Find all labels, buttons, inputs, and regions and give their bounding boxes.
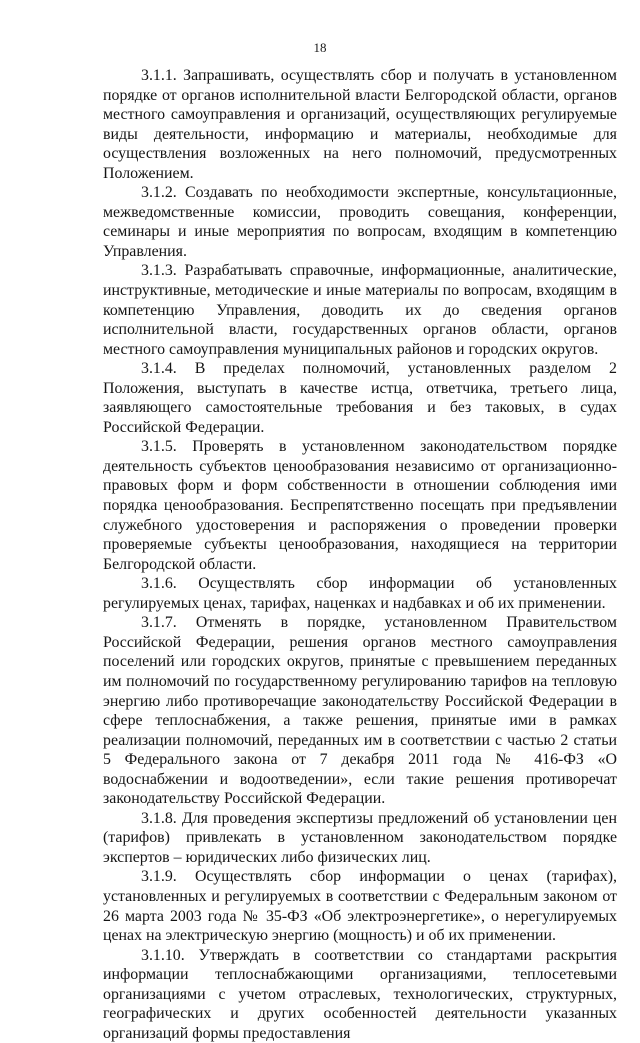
paragraph-3-1-5: 3.1.5. Проверять в установленном законодательством порядке деятельность субъектов ценообразования независимо от организационно-правовых форм и форм собственности в отношении соблюдения ими порядка ценообразования. Беспрепятственно посещать при предъявлении служебного удостоверения и распоряжения о проведении проверки проверяемые субъекты ценообразования, находящиеся на территории Белгородской области. bbox=[103, 438, 617, 573]
paragraph-3-1-10: 3.1.10. Утверждать в соответствии со стандартами раскрытия информации теплоснабжающими организациями, теплосетевыми организациями с учетом отраслевых, технологических, структурных, географических и других особенностей деятельности указанных организаций формы предоставления bbox=[103, 946, 617, 1042]
paragraph-3-1-2: 3.1.2. Создавать по необходимости экспертные, консультационные, межведомственные комиссии, проводить совещания, конференции, семинары и иные мероприятия по вопросам, входящим в компетенцию Управления. bbox=[103, 184, 617, 260]
paragraph-3-1-8: 3.1.8. Для проведения экспертизы предложений об установлении цен (тарифов) привлекать в установленном законодательством порядке экспертов – юридических либо физических лиц. bbox=[103, 809, 617, 866]
paragraph-3-1-4: 3.1.4. В пределах полномочий, установленных разделом 2 Положения, выступать в качестве истца, ответчика, третьего лица, заявляющего самостоятельные требования и без таковых, в судах Российской Федерации. bbox=[103, 360, 617, 436]
document-body bbox=[103, 66, 617, 1043]
paragraph-3-1-3: 3.1.3. Разрабатывать справочные, информационные, аналитические, инструктивные, методические и иные материалы по вопросам, входящим в компетенцию Управления, доводить их до сведения органов исполнительной власти, государственных органов области, органов местного самоуправления муниципальных районов и городских округов. bbox=[103, 262, 617, 358]
paragraph-3-1-7: 3.1.7. Отменять в порядке, установленном Правительством Российской Федерации, решения органов местного самоуправления поселений или городских округов, принятые с превышением переданных им полномочий по государственному регулированию тарифов на тепловую энергию либо противоречащие законодательству Российской Федерации в сфере теплоснабжения, а также решения, принятые ими в рамках реализации полномочий, переданных им в соответствии с частью 2 статьи 5 Федерального закона от 7 декабря 2011 года № 416-ФЗ «О водоснабжении и водоотведении», если такие решения противоречат законодательству Российской Федерации. bbox=[103, 614, 617, 808]
paragraph-3-1-9: 3.1.9. Осуществлять сбор информации о ценах (тарифах), установленных и регулируемых в соответствии с Федеральным законом от 26 марта 2003 года № 35-ФЗ «Об электроэнергетике», о нерегулируемых ценах на электрическую энергию (мощность) и об их применении. bbox=[103, 868, 617, 945]
paragraph-3-1-1: 3.1.1. Запрашивать, осуществлять сбор и получать в установленном порядке от органов исполнительной власти Белгородской области, органов местного самоуправления и организаций, осуществляющих регулируемые виды деятельности, информацию и материалы, необходимые для осуществления возложенных на него полномочий, предусмотренных Положением. bbox=[103, 67, 617, 182]
page-number: 18 bbox=[313, 40, 327, 55]
paragraph-3-1-6: 3.1.6. Осуществлять сбор информации об установленных регулируемых ценах, тарифах, наценках и надбавках и об их применении. bbox=[103, 575, 617, 612]
